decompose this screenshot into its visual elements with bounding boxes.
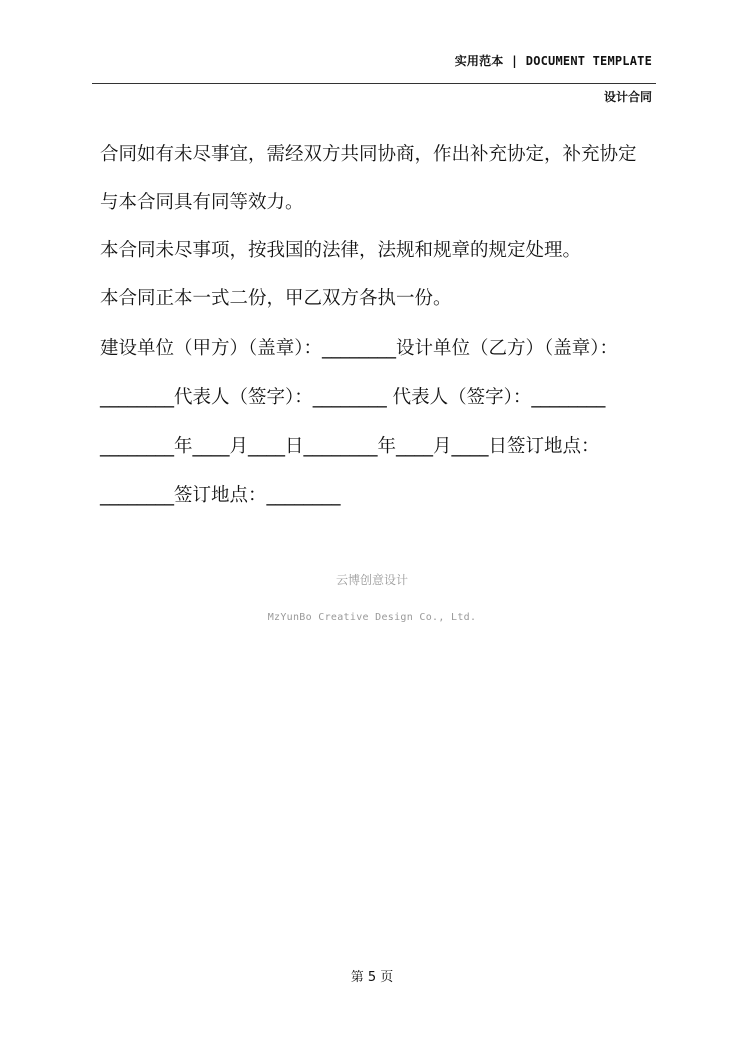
body-line-5: 建设单位（甲方）（盖章）：________设计单位（乙方）（盖章）： (100, 338, 619, 359)
footer-company-cn: 云博创意设计 (335, 573, 408, 587)
body-line-3: 本合同未尽事项，按我国的法律，法规和规章的规定处理。 (100, 240, 582, 261)
header-title: 实用范本 | DOCUMENT TEMPLATE (454, 54, 652, 68)
page-number: 第 5 页 (350, 970, 394, 985)
body-line-1: 合同如有未尽事宜，需经双方共同协商，作出补充协定，补充协定 (100, 144, 637, 165)
body-line-2: 与本合同具有同等效力。 (100, 192, 304, 213)
body-line-7: ________年____月____日________年____月____日签订地点： (100, 436, 600, 457)
body-line-4: 本合同正本一式二份，甲乙双方各执一份。 (100, 288, 452, 309)
body-line-6: ________代表人（签字）：________ 代表人（签字）：________ (100, 387, 606, 408)
header-divider (92, 83, 656, 84)
body-line-8: ________签订地点：________ (100, 485, 341, 506)
footer-company-en: MzYunBo Creative Design Co., Ltd. (267, 612, 477, 623)
header-subtitle: 设计合同 (603, 90, 652, 104)
